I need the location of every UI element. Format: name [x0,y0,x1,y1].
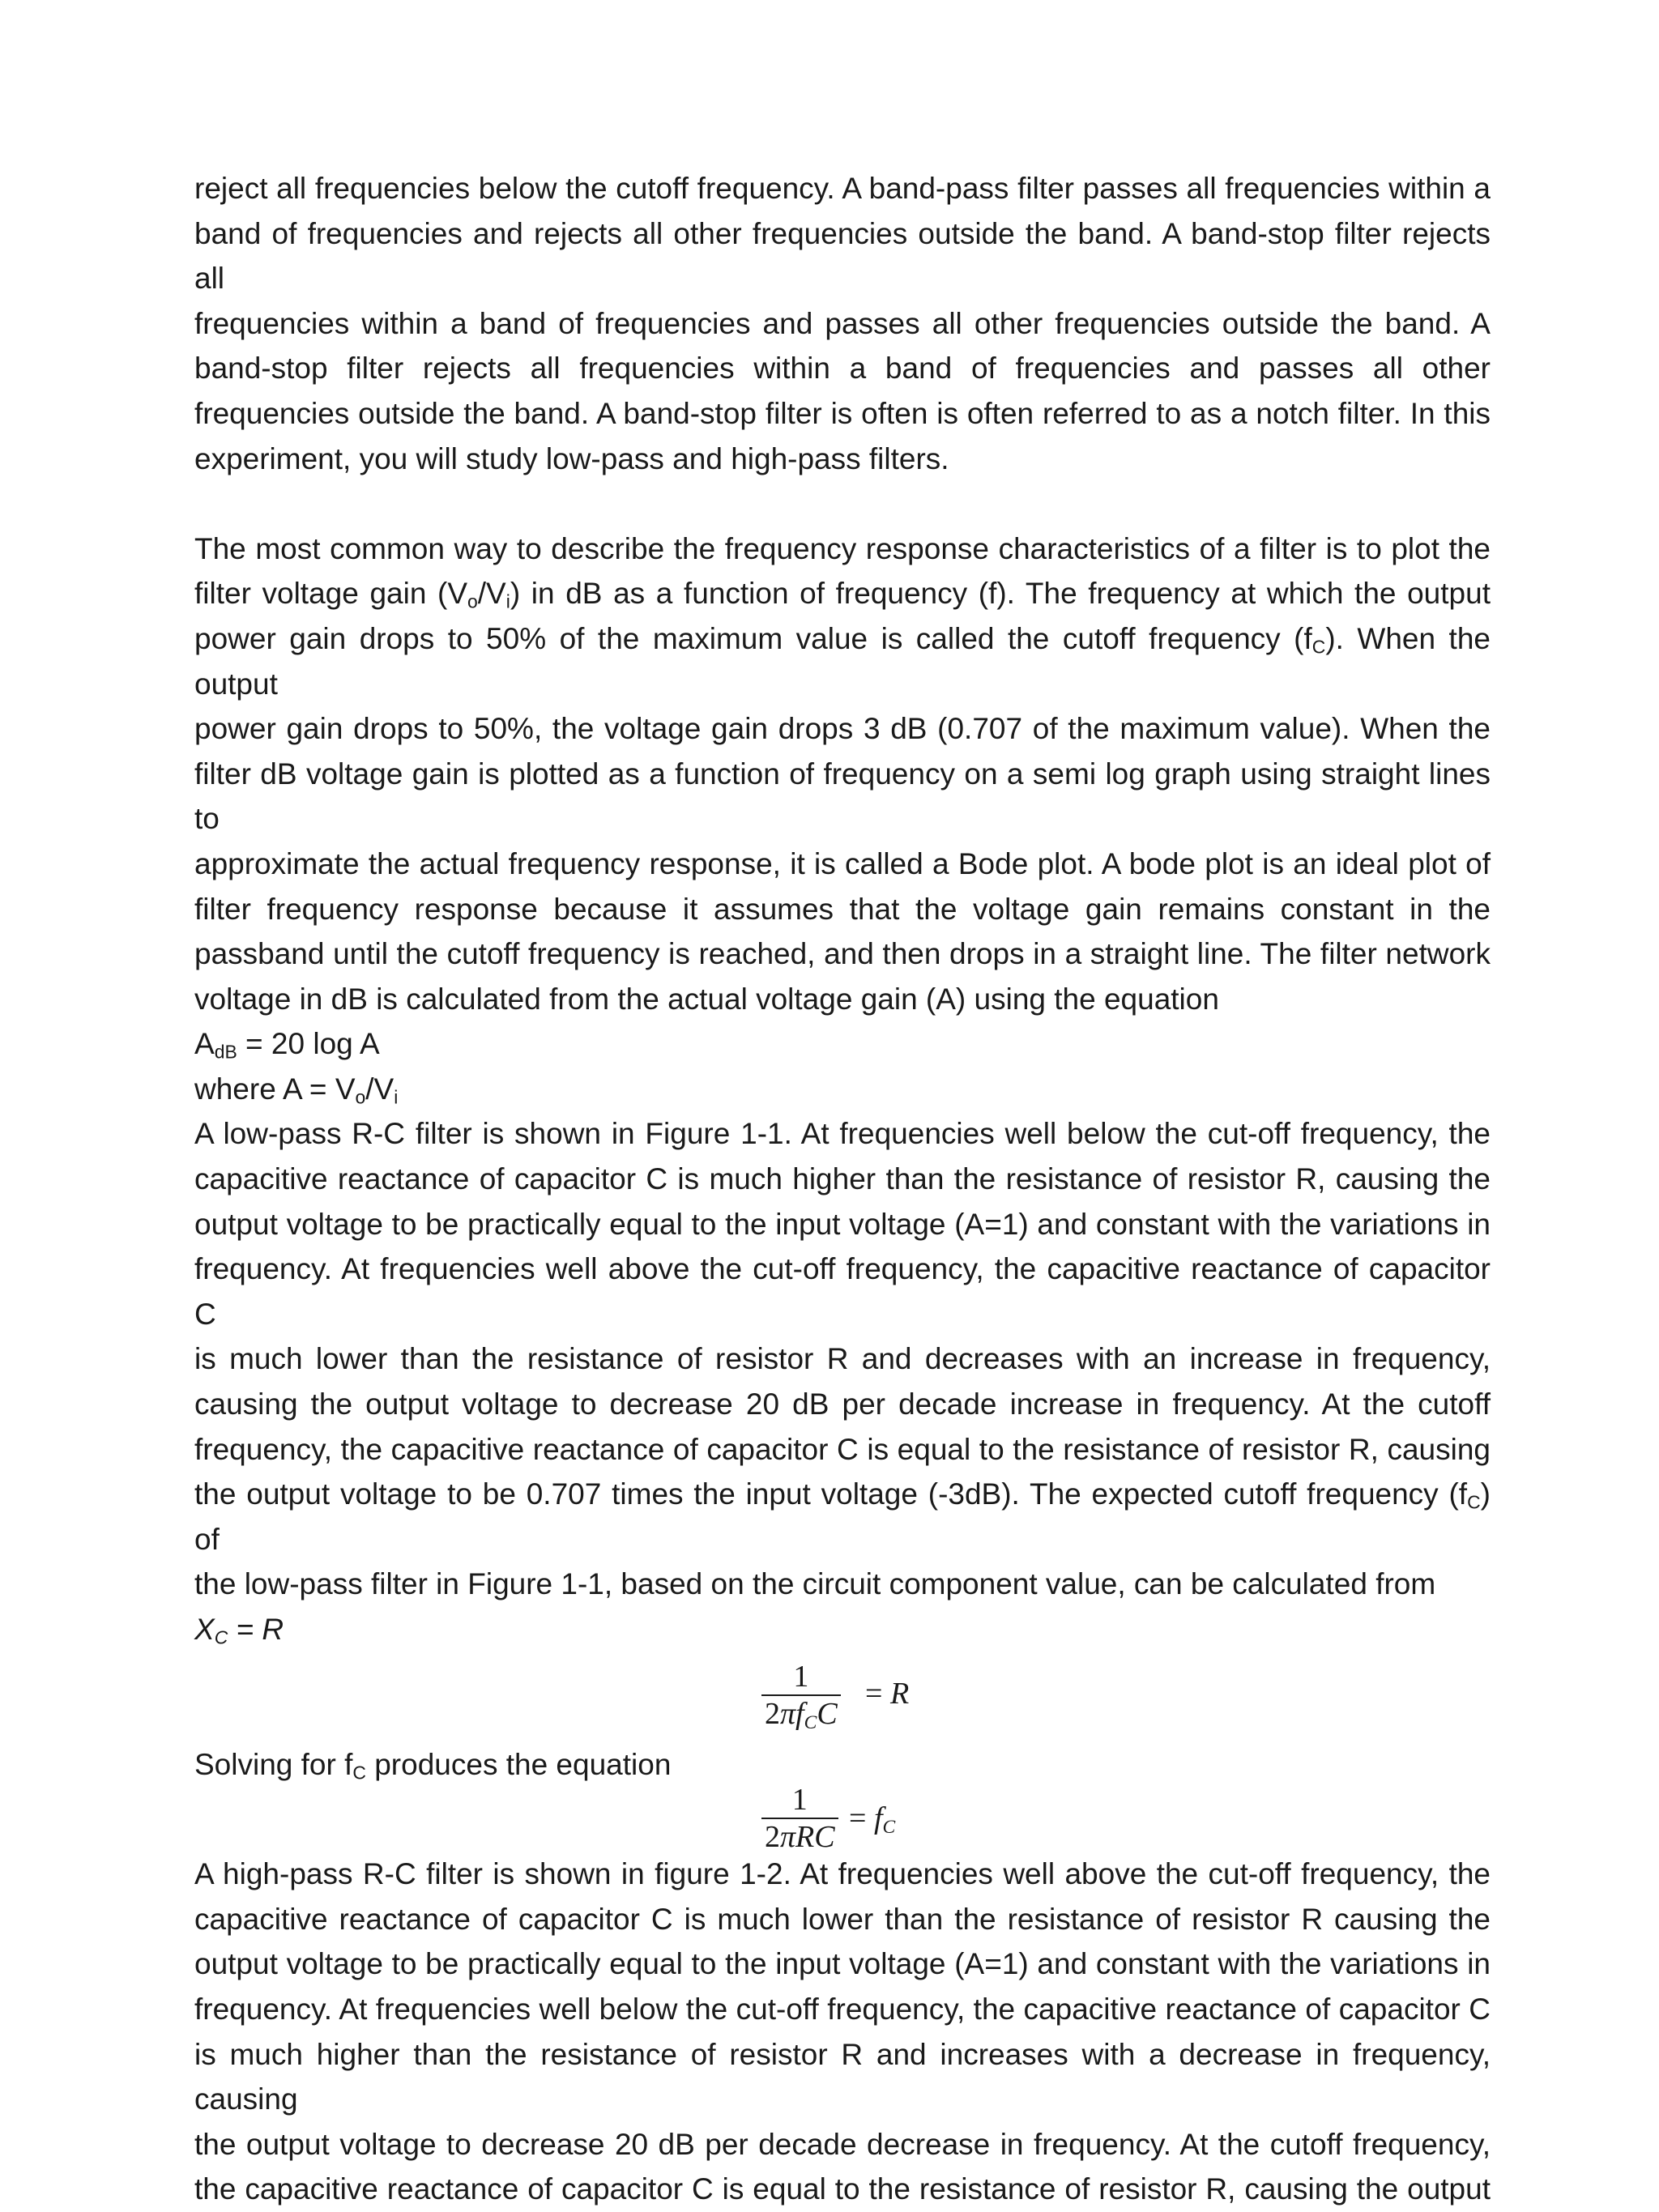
text-line: capacitive reactance of capacitor C is much lower than the resistance of resistor R causing the [194,1902,1491,1936]
text-line: frequencies within a band of frequencies and passes all other frequencies outside the band. A [194,306,1491,340]
document-page [194,166,1491,2212]
text-line: causing the output voltage to decrease 20 dB per decade increase in frequency. At the cutoff [194,1387,1491,1421]
text-line: the capacitive reactance of capacitor C is equal to the resistance of resistor R, causing the output [194,2172,1491,2206]
text-line: output voltage to be practically equal to the input voltage (A=1) and constant with the variations in [194,1947,1491,1981]
text-line: capacitive reactance of capacitor C is much higher than the resistance of resistor R, causing the [194,1162,1491,1196]
text-line: A high-pass R-C filter is shown in figure 1-2. At frequencies well above the cut-off frequency, the [194,1857,1491,1891]
text-line: band of frequencies and rejects all other frequencies outside the band. A band-stop filter rejects all [194,216,1491,296]
paragraph-filter-types [194,166,1491,481]
text-line: the low-pass filter in Figure 1-1, based on the circuit component value, can be calculated from [194,1567,1436,1601]
text-line: reject all frequencies below the cutoff frequency. A band-pass filter passes all frequencies within a [194,172,1491,205]
equation-rhs: = R [865,1676,910,1711]
text-line: The most common way to describe the frequency response characteristics of a filter is to plot the [194,531,1491,565]
text-line: band-stop filter rejects all frequencies within a band of frequencies and passes all other [194,352,1491,386]
equation-db-gain: $A_{dB} = 20$ log A [194,1027,380,1063]
text-line: approximate the actual frequency response, it is called a Bode plot. A bode plot is an ideal plot of [194,846,1491,880]
text-line: the output voltage to decrease 20 dB per decade decrease in frequency. At the cutoff frequency, [194,2127,1491,2161]
text-line: the output voltage to be 0.707 times the input voltage (-3dB). The expected cutoff frequency $(f_C)$ of [194,1477,1491,1556]
equation-block-1 [194,1652,1491,1742]
text-line: passband until the cutoff frequency is reached, and then drops in a straight line. The filter network [194,937,1491,971]
equation-gain-definition: where $A = V_o/V_i$ [194,1072,399,1108]
text-line: power gain drops to 50%, the voltage gain drops 3 dB (0.707 of the maximum value). When the [194,712,1491,746]
text-line: is much higher than the resistance of resistor R and increases with a decrease in frequency, causing [194,2037,1491,2116]
text-line: voltage in dB is calculated from the actual voltage gain (A) using the equation [194,982,1219,1016]
fraction-1 [761,1659,841,1732]
equation-xc-equals-r: $X_C = R$ [194,1613,284,1648]
text-line: filter voltage gain $(V_o/V_i)$ in dB as a function of frequency (f). The frequency at which the output [194,577,1491,613]
text-line: frequencies outside the band. A band-stop filter is often is often referred to as a notch filter. In this [194,396,1491,430]
text-line: frequency, the capacitive reactance of capacitor C is equal to the resistance of resistor R, causing [194,1432,1491,1466]
paragraph-gap [194,481,1491,526]
paragraph-high-pass [194,1852,1491,2212]
text-line: A low-pass R-C filter is shown in Figure 1-1. At frequencies well below the cut-off frequency, the [194,1117,1491,1151]
fraction-denominator: $2\pi f_CC$ [761,1694,841,1732]
text-line: filter dB voltage gain is plotted as a function of frequency on a semi log graph using straight lines to [194,757,1491,836]
text-line: filter frequency response because it assumes that the voltage gain remains constant in the [194,892,1491,926]
paragraph-low-pass [194,1111,1491,1652]
text-line: frequency. At frequencies well below the cut-off frequency, the capacitive reactance of capacitor C [194,1992,1491,2026]
text-line-solving: Solving for $f_C$ produces the equation [194,1747,672,1784]
fraction-numerator: 1 [791,1783,808,1818]
fraction-denominator: 2πRC [761,1818,838,1855]
paragraph-frequency-response [194,526,1491,1112]
text-line: is much lower than the resistance of resistor R and decreases with an increase in frequency, [194,1342,1491,1376]
text-line: frequency. At frequencies well above the cut-off frequency, the capacitive reactance of capacitor C [194,1252,1491,1331]
fraction-2 [761,1782,838,1855]
equation-block-2 [194,1783,1491,1855]
equation-rhs: = $f_C$ [849,1801,896,1839]
text-line: experiment, you will study low-pass and high-pass filters. [194,441,949,475]
fraction-numerator: 1 [793,1659,809,1694]
text-line: power gain drops to 50% of the maximum value is called the cutoff frequency $(f_C)$. When the output [194,621,1491,701]
text-line: output voltage to be practically equal to the input voltage (A=1) and constant with the variations in [194,1207,1491,1241]
